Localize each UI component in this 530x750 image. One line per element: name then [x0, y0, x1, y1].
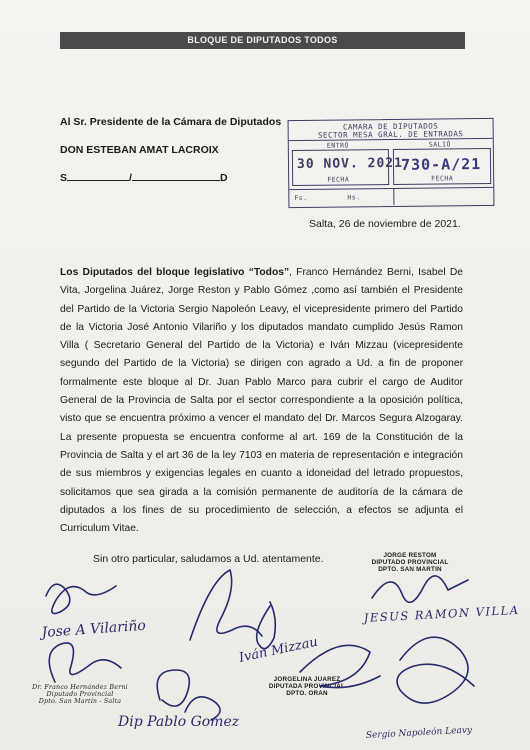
stamp-number: 730-A/21	[400, 155, 482, 174]
caption-role: DIPUTADA PROVINCIAL	[268, 683, 346, 691]
place-date: Salta, 26 de noviembre de 2021.	[309, 218, 461, 230]
signature-scribble-1	[46, 584, 116, 613]
signature-scribble-3	[257, 602, 276, 649]
stamp-fecha-label-2: FECHA	[431, 174, 454, 183]
signature-scribble-5	[397, 637, 474, 703]
signature-mizzau: Iván Mizzau	[237, 634, 320, 666]
letter-lead: Los Diputados del bloque legislativo “Todos”	[60, 267, 290, 278]
addressee-name: DON ESTEBAN AMAT LACROIX	[60, 144, 219, 156]
reference-s: S	[60, 172, 68, 184]
closing-line: Sin otro particular, saludamos a Ud. atentamente.	[93, 553, 324, 565]
signature-scribble-reston	[372, 576, 468, 602]
caption-name: Dr. Franco Hernández Berni	[32, 684, 128, 691]
stamp-sector: SECTOR MESA GRAL. DE ENTRADAS	[317, 129, 464, 140]
stamp-title: CAMARA DE DIPUTADOS	[342, 121, 439, 132]
stamp-entro-label: ENTRÓ	[326, 141, 349, 150]
stamp-date: 30 NOV. 2021	[296, 155, 404, 172]
caption-dept: DPTO. ORAN	[286, 690, 328, 698]
stamp-fs-label: Fs.	[294, 193, 308, 203]
reference-d: D	[219, 172, 228, 184]
signature-leavy: Sergio Napoleón Leavy	[365, 725, 473, 741]
caption-role: Diputado Provincial	[46, 691, 114, 699]
letter-text: , Franco Hernández Berni, Isabel De Vita, Jorgelina Juárez, Jorge Reston y Pablo Gómez ,como así también el Presidente del Partido de la Victoria Sergio Napoleón Leavy, el vicepresidente primero del Partido de la Victoria José Antonio Vilariño y los diputados mandato cumplido Jesús Ramon Villa ( Secretario General del Partido de la Victoria) e Iván Mizzau (vicepresidente segundo del Partido de la Victoria) se dirigen con agrado a Ud. a fin de proponer formalmente este bloque al Dr. Juan Pablo Marco para cubrir el cargo de Auditor General de la Provincia de Salta por el sector correspondiente a la oposición política, visto que se encuentra próximo a vencer el mandato del Dr. Marcos Segura Alzogaray. La presente propuesta se encuentra conforme al art. 169 de la Constitución de la Provincia de Salta y el art 36 de la ley 7103 en materia de representación e integración de sus miembros y exigencias legales en cuanto a idoneidad del letrado propuestos, solicitamos que sea girada a la comisión permanente de auditoría de la cámara de diputados a los fines de su procedimiento de selección, a efectos se adjunta el Curriculum Vitae.	[60, 267, 463, 535]
caption-role: DIPUTADO PROVINCIAL	[371, 559, 449, 567]
signature-scribble-2	[190, 570, 262, 640]
addressee-line: Al Sr. Presidente de la Cámara de Diputados	[60, 116, 282, 128]
caption-dept: DPTO. SAN MARTIN	[378, 566, 442, 574]
signature-vilarino: Jose A Vilariño	[41, 617, 147, 641]
signature-gomez: Dip Pablo Gomez	[118, 714, 240, 730]
stamp-fecha-label: FECHA	[327, 175, 350, 184]
caption-name: JORGE RESTOM	[383, 552, 437, 559]
reference-slash: /	[129, 172, 132, 184]
signature-scribble-berni	[49, 643, 121, 682]
signature-scribble-juarez	[300, 645, 380, 687]
document-header: BLOQUE DE DIPUTADOS TODOS	[60, 32, 465, 49]
caption-dept: Dpto. San Martín - Salta	[38, 698, 122, 706]
caption-name: JORGELINA JUAREZ	[273, 676, 341, 683]
stamp-salio-label: SALIÓ	[428, 140, 451, 149]
signature-scribble-4	[157, 670, 220, 720]
signature-villa: JESUS RAMON VILLA	[363, 602, 520, 625]
stamp-hs-label: Hs.	[347, 193, 361, 202]
